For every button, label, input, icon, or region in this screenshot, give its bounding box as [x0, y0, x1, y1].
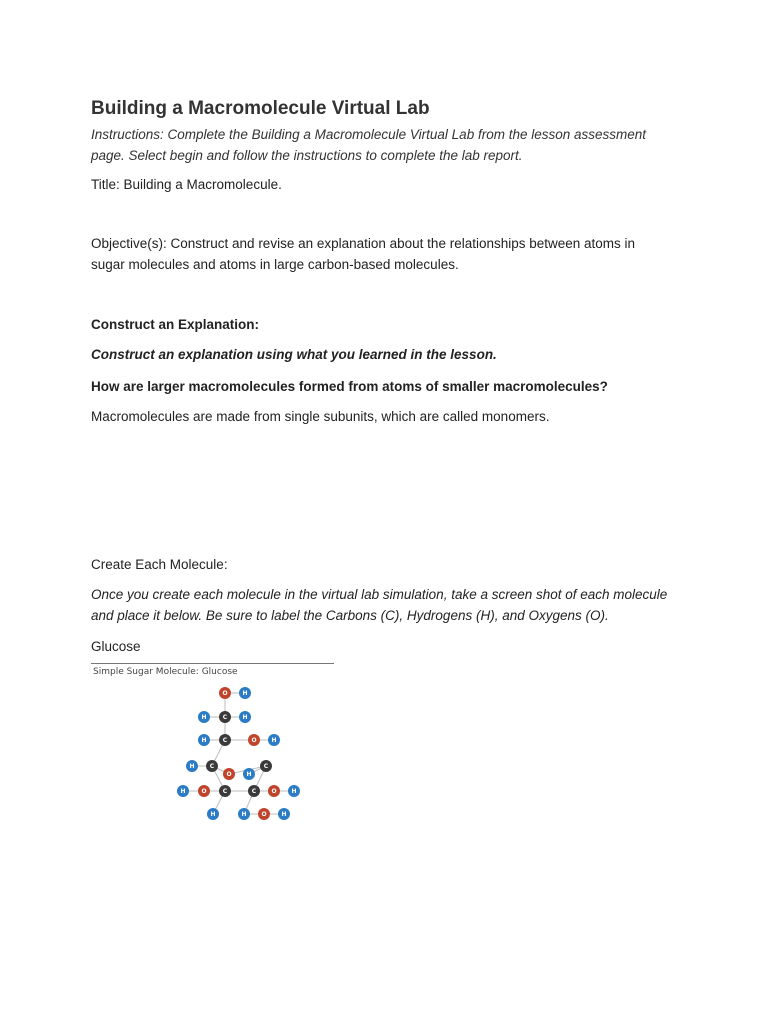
hydrogen-atom-label: H — [180, 788, 186, 796]
carbon-atom-label: C — [209, 763, 215, 771]
carbon-atom — [219, 785, 231, 797]
hydrogen-atom — [268, 734, 280, 746]
carbon-atom — [219, 711, 231, 723]
oxygen-atom — [268, 785, 280, 797]
hydrogen-atom-label: H — [291, 788, 297, 796]
hydrogen-atom-label: H — [201, 714, 207, 722]
carbon-atom-label: C — [251, 788, 257, 796]
hydrogen-atom — [288, 785, 300, 797]
carbon-atom-label: C — [222, 737, 228, 745]
hydrogen-atom-label: H — [241, 811, 247, 819]
oxygen-atom-label: O — [251, 737, 257, 745]
oxygen-atom-label: O — [222, 690, 228, 698]
hydrogen-atom — [238, 808, 250, 820]
hydrogen-atom — [198, 734, 210, 746]
construct-prompt: Construct an explanation using what you learned in the lesson. — [91, 347, 497, 362]
document-title: Building a Macromolecule Virtual Lab — [91, 98, 430, 119]
hydrogen-atom-label: H — [189, 763, 195, 771]
oxygen-atom-label: O — [261, 811, 267, 819]
hydrogen-atom — [207, 808, 219, 820]
instructions-text: Instructions: Complete the Building a Macromolecule Virtual Lab from the lesson assessment page. Select begin and follow the instructions to complete the lab report. — [91, 127, 647, 163]
carbon-atom — [260, 760, 272, 772]
oxygen-atom-label: O — [226, 771, 232, 779]
carbon-atom — [219, 734, 231, 746]
oxygen-atom — [248, 734, 260, 746]
oxygen-atom — [223, 768, 235, 780]
create-instructions: Once you create each molecule in the virtual lab simulation, take a screen shot of each molecule and place it below. Be sure to label the Carbons (C), Hydrogens (H), and Oxygens (O). — [91, 587, 668, 623]
hydrogen-atom-label: H — [201, 737, 207, 745]
carbon-atom-label: C — [222, 788, 228, 796]
atom-nodes — [177, 687, 300, 820]
hydrogen-atom — [177, 785, 189, 797]
hydrogen-atom-label: H — [281, 811, 287, 819]
carbon-atom — [248, 785, 260, 797]
carbon-atom — [206, 760, 218, 772]
glucose-molecule-diagram — [91, 660, 336, 830]
hydrogen-atom-label: H — [271, 737, 277, 745]
objective-text: Objective(s): Construct and revise an explanation about the relationships between atoms in sugar molecules and atoms in large carbon-based molecules. — [91, 236, 636, 272]
oxygen-atom-label: O — [271, 788, 277, 796]
hydrogen-atom — [278, 808, 290, 820]
hydrogen-atom-label: H — [242, 714, 248, 722]
glucose-label: Glucose — [91, 639, 141, 654]
oxygen-atom — [258, 808, 270, 820]
answer-text: Macromolecules are made from single subunits, which are called monomers. — [91, 409, 550, 424]
lab-title-text: Title: Building a Macromolecule. — [91, 177, 282, 192]
carbon-atom-label: C — [222, 714, 228, 722]
question-text: How are larger macromolecules formed from atoms of smaller macromolecules? — [91, 379, 608, 394]
hydrogen-atom-label: H — [210, 811, 216, 819]
glucose-molecule-figure — [91, 660, 336, 830]
hydrogen-atom — [239, 711, 251, 723]
create-heading: Create Each Molecule: — [91, 557, 228, 572]
construct-heading: Construct an Explanation: — [91, 317, 260, 332]
hydrogen-atom — [198, 711, 210, 723]
carbon-atom-label: C — [263, 763, 269, 771]
hydrogen-atom-label: H — [242, 690, 248, 698]
figure-caption: Simple Sugar Molecule: Glucose — [93, 667, 238, 677]
oxygen-atom — [219, 687, 231, 699]
hydrogen-atom — [239, 687, 251, 699]
hydrogen-atom — [243, 768, 255, 780]
hydrogen-atom — [186, 760, 198, 772]
hydrogen-atom-label: H — [246, 771, 252, 779]
oxygen-atom — [198, 785, 210, 797]
oxygen-atom-label: O — [201, 788, 207, 796]
